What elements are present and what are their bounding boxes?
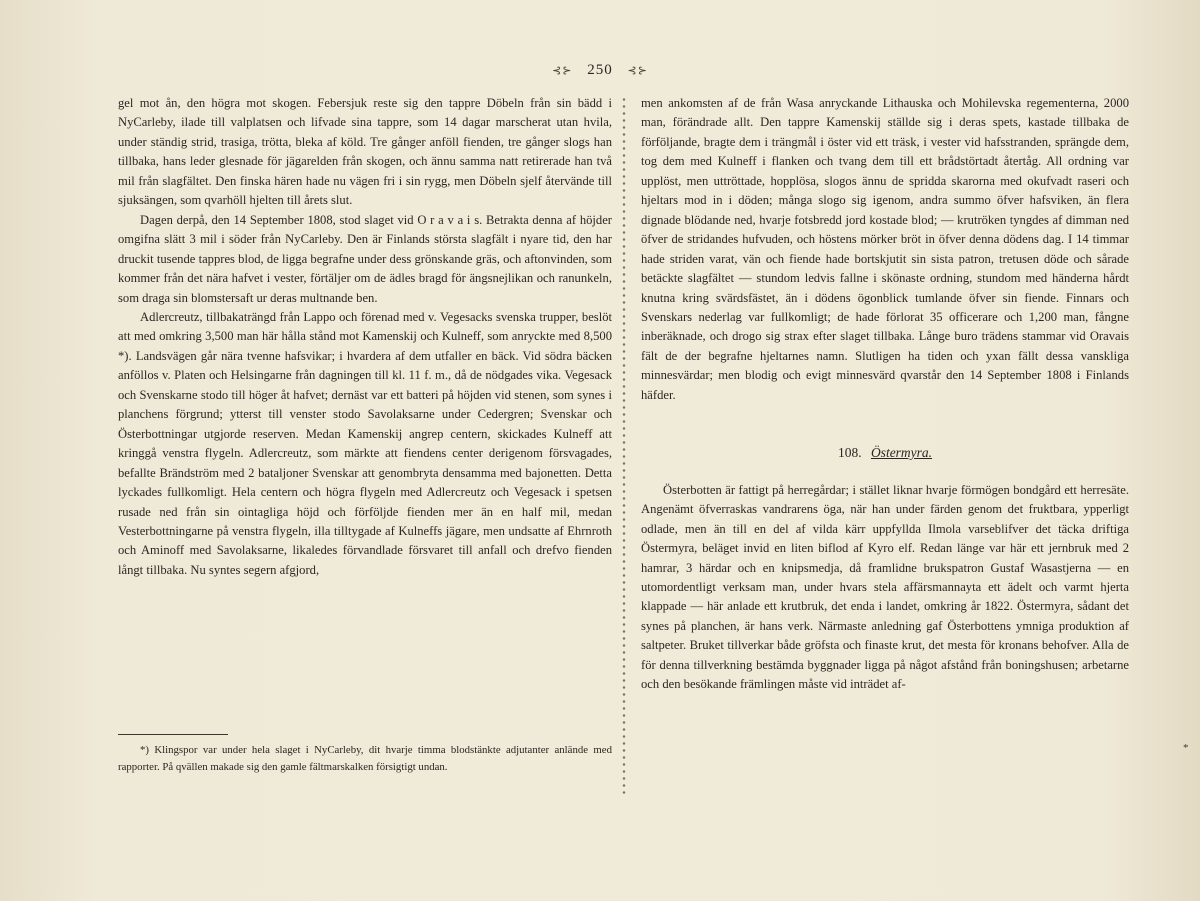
section-title: Östermyra. bbox=[870, 445, 933, 461]
footnote-rule bbox=[118, 734, 228, 735]
column-divider bbox=[619, 96, 629, 796]
footnote-text: *) Klingspor var under hela slaget i NyCarleby, dit hvarje timma blodstänkte adjutanter anlände med rapporter. På qvällen makade sig den gamle fältmarskalken försigtigt undan. bbox=[118, 744, 612, 773]
section-heading bbox=[641, 443, 1129, 462]
page-number: 250 bbox=[587, 62, 613, 78]
left-column bbox=[118, 94, 612, 580]
edge-mark: * bbox=[1183, 742, 1189, 754]
paragraph: gel mot ån, den högra mot skogen. Febersjuk reste sig den tappre Döbeln från sin bädd i NyCarleby, ilade till valplatsen och lifvade sina tappre, som 14 dagar marscherat utan hvila, under ständig strid, trasiga, trötta, bleka af köld. Tre gånger anföll fienden, tre gånger slogs han tillbaka, hans leder glesnade för jägarelden från skogen, och ännu samma natt retirerade han två mil från slagfältet. Den finska hären hade nu vägen fri i sin rygg, men Döbeln sjelf återvände till sjuksängen, som qvarhöll hjelten till årets slut. bbox=[118, 96, 612, 208]
paragraph: Adlercreutz, tillbakaträngd från Lappo och förenad med v. Vegesacks svenska trupper, beslöt att med omkring 3,500 man här hålla stånd mot Kamenskij och Kulneff, som anryckte med 8,500 *). Landsvägen går nära tvenne hafsvikar; i hvardera af dem utfaller en bäck. Vid södra bäcken anföllos v. Platen och Helsingarne från dagningen till kl. 11 f. m., då de nödgades vika. Vegesack och Svenskarne stodo till höger åt hafvet; dernäst var ett batteri på höjden vid stenen, som synes i planchens förgrund; ytterst till venster stodo Savolaksarne under Cedergren; Svenskar och Österbottningar utgjorde reserven. Medan Kamenskij angrep centern, skickades Kulneff att kringgå venstra flygeln. Adlercreutz, som märkte att fiendens center derigenom försvagades, befallte Brändström med 2 bataljoner Svenskar att genombryta densamma med bajonetten. Detta lyckades fullkomligt. Hela centern och högra flygeln med Adlercreutz och Vegesack i spetsen rusade ned från sin ointagliga höjd och förföljde fienden mer än en half mil, medan Vesterbottningarne på venstra flygeln, illa tilltygade af Kulneffs jägare, men undsatte af Ehrnroth och Aminoff med Savolaksarne, likaledes förvandlade försvaret till anfall och drefvo fienden långt tillbaka. Nu syntes segern afgjord, bbox=[118, 309, 612, 577]
footnote bbox=[118, 742, 612, 776]
right-column bbox=[641, 94, 1129, 695]
page-header bbox=[0, 62, 1200, 79]
paragraph: Österbotten är fattigt på herregårdar; i stället liknar hvarje förmögen bondgård ett herresäte. Angenämt öfverraskas vandrarens öga, när han under färden genom det fruktbara, ypperligt odlade, men än till en del af vilda kärr uppfyllda Ilmola varseblifver det täcka driftiga Östermyra, beläget invid en liten biflod af Kyro elf. Redan länge var här ett jernbruk med 2 hamrar, 3 härdar och en knipsmedja, då framlidne brukspatron Gustaf Wasastjerna — en utomordentligt verksam man, under hvars stela affärsmannayta ett ädelt och varmt hjerta klappade — här anlade ett krutbruk, det enda i landet, omkring år 1822. Östermyra, sådant det synes på planchen, är hans verk. Närmaste anledning gaf Österbottens ymniga produktion af saltpeter. Bruket tillverkar både gröfsta och finaste krut, det mesta för kronans behofver. Alla de för denna tillverkning bestämda byggnader ligga på något afstånd från boningshusen; arbetarne och den besökande främlingen måste vid inträdet af- bbox=[641, 482, 1129, 692]
section-number: 108. bbox=[837, 445, 862, 461]
paragraph: men ankomsten af de från Wasa anryckande Lithauska och Mohilevska regementerna, 2000 man, förändrade allt. Den tappre Kamenskij ställde sig i deras spets, kastade tillbaka de förföljande, bragte dem i trängmål i öster vid ett träsk, i vester vid hafsstranden, sprängde dem, tog dem med Kulneff i flanken och tvang dem till ett brådstörtadt återtåg. All ordning var upplöst, men uttröttade, hopplösa, slogos ännu de spridda skarorna med okufvadt raseri och hjeltars mod in i döden; många slogo sig igenom, andra summo öfver hafsviken, än flera dignade blödande ned, hvarje fotsbredd jord kostade blod; — krutröken tyngdes af dimman ned öfver de stridandes hufvuden, och höstens mörker bröt in öfver denna dödens dag. I 14 timmar hade striden varat, vän och fiende hade bortskjutit sin sista patron, tretusen döde och sårade betäckte slagfältet — stundom ledvis fallne i skönaste ordning, stundom med händerna hårdt knutna kring svärdsfästet, än i dödens ögonblick tumlande öfver sin fiende. Finnars och Svenskars nederlag var fullkomligt; de hade förlorat 35 officerare och 1,200 man, fångne inberäknade, och drogo sig strax efter slaget tillbaka. Långe buro trädens stammar vid Oravais fält de der begrafne hjeltarnes namn. Slutligen ha tiden och yxan fällt dessa vanskliga minnesvärdar; men blodig och evigt minnesvärd qvarstår den 14 September 1808 i Finlands häfder. bbox=[641, 96, 1129, 402]
paragraph: Dagen derpå, den 14 September 1808, stod slaget vid O r a v a i s. Betrakta denna af höjder omgifna slätt 3 mil i söder från NyCarleby. Den är Finlands största slagfält i nyare tid, den har druckit tusende tappres blod, de ligga begrafne under dess grönskande gräs, och aftonvinden, som kommer från det nära hafvet i vester, förtäljer om de ädles bragd för ängsnejlikan och ranunkeln, som draga sin blomstersaft ur deras multnande ben. bbox=[118, 212, 612, 305]
ornament-left-icon: ⊰⊱ bbox=[552, 65, 573, 77]
ornament-right-icon: ⊰⊱ bbox=[627, 65, 648, 77]
